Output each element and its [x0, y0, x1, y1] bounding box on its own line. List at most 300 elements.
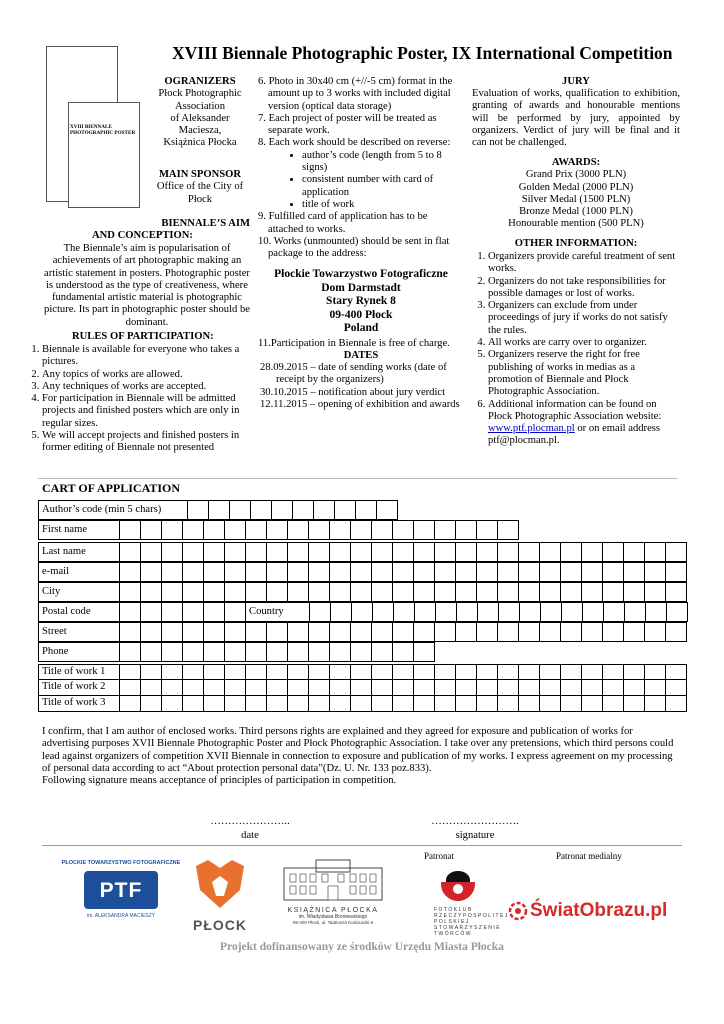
author-code-cell[interactable]: [293, 500, 314, 520]
first-name-cell[interactable]: [435, 520, 456, 540]
email-cell[interactable]: [666, 562, 687, 582]
rules-continued: [258, 76, 464, 260]
city-cell[interactable]: [183, 582, 204, 602]
last-name-cell[interactable]: [288, 542, 309, 562]
title-2-cell[interactable]: [162, 680, 183, 696]
country-label: Country: [246, 602, 310, 622]
title-3-cell[interactable]: [372, 696, 393, 712]
city-cell[interactable]: [372, 582, 393, 602]
title-2-cell[interactable]: [666, 680, 687, 696]
country-cell[interactable]: [373, 602, 394, 622]
title-1-cell[interactable]: [351, 664, 372, 680]
email-cell[interactable]: [435, 562, 456, 582]
last-name-cell[interactable]: [183, 542, 204, 562]
other-item: 5. Organizers reserve the right for free publishing of works in medias as a promotion of Biennale and Płock Photographic Association.: [488, 349, 680, 398]
title-1-cell[interactable]: [414, 664, 435, 680]
phone-cell[interactable]: [309, 642, 330, 662]
email-cell[interactable]: [477, 562, 498, 582]
title-1-cell[interactable]: [456, 664, 477, 680]
email-cell[interactable]: [330, 562, 351, 582]
city-cell[interactable]: [666, 582, 687, 602]
title-2-cell[interactable]: [645, 680, 666, 696]
title-3-cell[interactable]: [309, 696, 330, 712]
email-cell[interactable]: [372, 562, 393, 582]
first-name-cell[interactable]: [372, 520, 393, 540]
swiat-obrazu-logo: [508, 896, 678, 926]
title-3-cell[interactable]: [120, 696, 141, 712]
patronat-medialny-label: Patronat medialny: [556, 851, 622, 861]
city-cell[interactable]: [624, 582, 645, 602]
city-cell[interactable]: [267, 582, 288, 602]
street-cell[interactable]: [561, 622, 582, 642]
last-name-cell[interactable]: [267, 542, 288, 562]
title-1-cell[interactable]: [477, 664, 498, 680]
organizers-line: Książnica Płocka: [163, 137, 237, 149]
email-cell[interactable]: [540, 562, 561, 582]
title-2-cell[interactable]: [288, 680, 309, 696]
title-3-cell[interactable]: [414, 696, 435, 712]
city-cell[interactable]: [351, 582, 372, 602]
phone-label: Phone: [38, 642, 120, 662]
street-cell[interactable]: [435, 622, 456, 642]
author-code-cell[interactable]: [377, 500, 398, 520]
title-1-cell[interactable]: [561, 664, 582, 680]
email-cell[interactable]: [141, 562, 162, 582]
phone-cell[interactable]: [393, 642, 414, 662]
street-cell[interactable]: [120, 622, 141, 642]
last-name-cell[interactable]: [477, 542, 498, 562]
last-name-cell[interactable]: [519, 542, 540, 562]
organizers-line: Maciesza,: [178, 125, 222, 137]
email-cell[interactable]: [351, 562, 372, 582]
city-cell[interactable]: [540, 582, 561, 602]
email-cell[interactable]: [225, 562, 246, 582]
country-cell[interactable]: [415, 602, 436, 622]
consent-paragraph: I confirm, that I am author of enclosed works. Third persons rights are explained and they agreed for exposure and publication of works for advertising purposes XVII Biennale Photographic Poster and Płock Photographic Association. I take over any pretensions, which third persons could lead against organizers of competition XVII Biennale in connection to exposure and publication of my works. I express agreement on my processing of personal data according to act “About protection personal data”(Dz. U. Nr. 133 poz.833).: [42, 726, 674, 774]
reverse-bullet: • author’s code (length from 5 to 8 signs): [302, 150, 464, 175]
first-name-cell[interactable]: [456, 520, 477, 540]
last-name-cell[interactable]: [645, 542, 666, 562]
city-cell[interactable]: [582, 582, 603, 602]
sponsor-block: [150, 169, 250, 206]
title-3-cell[interactable]: [645, 696, 666, 712]
city-cell[interactable]: [393, 582, 414, 602]
title-1-cell[interactable]: [204, 664, 225, 680]
rule-item: 10. Works (unmounted) should be sent in flat package to the address:: [258, 235, 450, 260]
title-1-cell[interactable]: [393, 664, 414, 680]
title-1-cell[interactable]: [540, 664, 561, 680]
title-1-cell[interactable]: [309, 664, 330, 680]
email-label: e-mail: [38, 562, 120, 582]
street-cell[interactable]: [540, 622, 561, 642]
phone-cell[interactable]: [288, 642, 309, 662]
last-name-cell[interactable]: [435, 542, 456, 562]
street-cell[interactable]: [624, 622, 645, 642]
title-1-cell[interactable]: [498, 664, 519, 680]
title-3-cell[interactable]: [456, 696, 477, 712]
title-1-cell[interactable]: [330, 664, 351, 680]
phone-cell[interactable]: [246, 642, 267, 662]
title-2-cell[interactable]: [246, 680, 267, 696]
street-cell[interactable]: [477, 622, 498, 642]
email-cell[interactable]: [519, 562, 540, 582]
street-cell[interactable]: [414, 622, 435, 642]
last-name-cell[interactable]: [666, 542, 687, 562]
phone-cell[interactable]: [141, 642, 162, 662]
city-cell[interactable]: [603, 582, 624, 602]
last-name-row: [38, 542, 687, 562]
country-cell[interactable]: [331, 602, 352, 622]
title-2-cell[interactable]: [540, 680, 561, 696]
city-cell[interactable]: [456, 582, 477, 602]
city-cell[interactable]: [141, 582, 162, 602]
title-1-cell[interactable]: [435, 664, 456, 680]
rule-item: 3. Any techniques of works are accepted.: [42, 381, 256, 393]
phone-cell[interactable]: [372, 642, 393, 662]
country-cell[interactable]: [352, 602, 373, 622]
email-address[interactable]: ptf@plocman.pl.: [488, 435, 560, 447]
patronat-label: Patronat: [424, 851, 454, 861]
street-cell[interactable]: [603, 622, 624, 642]
title-2-cell[interactable]: [456, 680, 477, 696]
street-cell[interactable]: [162, 622, 183, 642]
title-1-cell[interactable]: [603, 664, 624, 680]
title-1-cell[interactable]: [246, 664, 267, 680]
other-item: 1. Organizers provide careful treatment of sent works.: [488, 251, 680, 276]
author-code-cell[interactable]: [356, 500, 377, 520]
rules-heading: RULES OF PARTICIPATION:: [72, 331, 214, 342]
street-cell[interactable]: [267, 622, 288, 642]
postal-code-cell[interactable]: [141, 602, 162, 622]
country-cell[interactable]: [457, 602, 478, 622]
last-name-cell[interactable]: [624, 542, 645, 562]
last-name-cell[interactable]: [456, 542, 477, 562]
author-code-cell[interactable]: [230, 500, 251, 520]
street-cell[interactable]: [582, 622, 603, 642]
title-3-cell[interactable]: [225, 696, 246, 712]
country-cell[interactable]: [541, 602, 562, 622]
first-name-cell[interactable]: [393, 520, 414, 540]
date-item: 28.09.2015 – date of sending works (date of receipt by the organizers): [260, 362, 447, 386]
phone-cell[interactable]: [414, 642, 435, 662]
last-name-cell[interactable]: [540, 542, 561, 562]
postal-code-cell[interactable]: [162, 602, 183, 622]
street-cell[interactable]: [288, 622, 309, 642]
title-2-cell[interactable]: [267, 680, 288, 696]
reverse-bullet: • title of work: [302, 199, 464, 211]
city-cell[interactable]: [309, 582, 330, 602]
postal-code-cell[interactable]: [183, 602, 204, 622]
title-2-cell[interactable]: [183, 680, 204, 696]
phone-cell[interactable]: [351, 642, 372, 662]
title-2-cell[interactable]: [225, 680, 246, 696]
postal-code-cell[interactable]: [120, 602, 141, 622]
city-cell[interactable]: [414, 582, 435, 602]
country-cell[interactable]: [646, 602, 667, 622]
email-cell[interactable]: [204, 562, 225, 582]
title-3-cell[interactable]: [288, 696, 309, 712]
postal-code-cell[interactable]: [204, 602, 225, 622]
rules-list: [28, 344, 256, 455]
last-name-cell[interactable]: [141, 542, 162, 562]
author-code-cell[interactable]: [209, 500, 230, 520]
first-name-cell[interactable]: [288, 520, 309, 540]
rule-item: 1. Biennale is available for everyone who takes a pictures.: [42, 344, 256, 369]
title-3-cell[interactable]: [498, 696, 519, 712]
title-2-cell[interactable]: [351, 680, 372, 696]
street-cell[interactable]: [645, 622, 666, 642]
title-3-cell[interactable]: [435, 696, 456, 712]
ptf-logo-mark-text: PTF: [99, 879, 143, 902]
fotoklub-logo: [428, 864, 509, 937]
author-code-cell[interactable]: [335, 500, 356, 520]
title-2-cell[interactable]: [561, 680, 582, 696]
last-name-cell[interactable]: [246, 542, 267, 562]
logos-divider: [42, 845, 682, 846]
email-cell[interactable]: [246, 562, 267, 582]
country-cell[interactable]: [394, 602, 415, 622]
city-cell[interactable]: [561, 582, 582, 602]
city-cell[interactable]: [120, 582, 141, 602]
city-cell[interactable]: [645, 582, 666, 602]
author-code-cell[interactable]: [251, 500, 272, 520]
date-field[interactable]: [200, 816, 300, 843]
author-code-cell[interactable]: [272, 500, 293, 520]
city-cell[interactable]: [477, 582, 498, 602]
phone-cell[interactable]: [330, 642, 351, 662]
ksiaznica-sub-2: 09-400 Płock, ul. Tadeusza Kościuszki 6: [292, 920, 374, 925]
email-cell[interactable]: [498, 562, 519, 582]
title-1-cell[interactable]: [141, 664, 162, 680]
first-name-cell[interactable]: [162, 520, 183, 540]
email-cell[interactable]: [309, 562, 330, 582]
title-2-cell[interactable]: [309, 680, 330, 696]
title-2-cell[interactable]: [582, 680, 603, 696]
first-name-cell[interactable]: [351, 520, 372, 540]
country-cell[interactable]: [310, 602, 331, 622]
city-cell[interactable]: [225, 582, 246, 602]
title-3-cell[interactable]: [561, 696, 582, 712]
city-cell[interactable]: [246, 582, 267, 602]
phone-cell[interactable]: [183, 642, 204, 662]
title-3-cell[interactable]: [204, 696, 225, 712]
rule-item: 5. We will accept projects and finished posters in former editing of Biennale not presented: [42, 430, 256, 455]
fotoklub-emblem-icon: [428, 864, 488, 902]
title-2-cell[interactable]: [204, 680, 225, 696]
city-cell[interactable]: [435, 582, 456, 602]
title-1-cell[interactable]: [120, 664, 141, 680]
street-cell[interactable]: [393, 622, 414, 642]
title-3-cell[interactable]: [477, 696, 498, 712]
last-name-cell[interactable]: [498, 542, 519, 562]
email-cell[interactable]: [603, 562, 624, 582]
title-3-cell[interactable]: [540, 696, 561, 712]
street-cell[interactable]: [666, 622, 687, 642]
last-name-cell[interactable]: [603, 542, 624, 562]
first-name-cell[interactable]: [225, 520, 246, 540]
title-3-cell[interactable]: [519, 696, 540, 712]
first-name-cell[interactable]: [498, 520, 519, 540]
phone-cell[interactable]: [204, 642, 225, 662]
street-cell[interactable]: [330, 622, 351, 642]
award-item: Grand Prix (3000 PLN): [525, 169, 627, 181]
first-name-cell[interactable]: [183, 520, 204, 540]
title-1-cell[interactable]: [225, 664, 246, 680]
title-2-cell[interactable]: [624, 680, 645, 696]
city-cell[interactable]: [498, 582, 519, 602]
email-cell[interactable]: [645, 562, 666, 582]
title-3-cell[interactable]: [624, 696, 645, 712]
title-1-cell[interactable]: [624, 664, 645, 680]
address-line: Poland: [343, 322, 379, 334]
title-1-cell[interactable]: [519, 664, 540, 680]
title-2-cell[interactable]: [141, 680, 162, 696]
street-cell[interactable]: [246, 622, 267, 642]
last-name-cell[interactable]: [330, 542, 351, 562]
street-cell[interactable]: [372, 622, 393, 642]
address-line: 09-400 Płock: [329, 308, 393, 321]
city-cell[interactable]: [162, 582, 183, 602]
first-name-cell[interactable]: [330, 520, 351, 540]
street-cell[interactable]: [225, 622, 246, 642]
title-3-cell[interactable]: [162, 696, 183, 712]
page-title: XVIII Biennale Photographic Poster, IX International Competition: [172, 43, 673, 63]
last-name-cell[interactable]: [162, 542, 183, 562]
city-cell[interactable]: [204, 582, 225, 602]
street-cell[interactable]: [183, 622, 204, 642]
country-cell[interactable]: [562, 602, 583, 622]
city-row: [38, 582, 687, 602]
title-3-cell[interactable]: [393, 696, 414, 712]
title-3-cell[interactable]: [183, 696, 204, 712]
country-cell[interactable]: [478, 602, 499, 622]
title-2-cell[interactable]: [330, 680, 351, 696]
author-code-cell[interactable]: [314, 500, 335, 520]
title-3-cell[interactable]: [351, 696, 372, 712]
title-1-cell[interactable]: [267, 664, 288, 680]
last-name-cell[interactable]: [414, 542, 435, 562]
city-cell[interactable]: [519, 582, 540, 602]
signature-field[interactable]: [420, 816, 530, 843]
title-3-cell[interactable]: [603, 696, 624, 712]
title-2-cell[interactable]: [372, 680, 393, 696]
country-cell[interactable]: [520, 602, 541, 622]
ptf-logo-mark: [84, 871, 158, 909]
last-name-cell[interactable]: [204, 542, 225, 562]
last-name-cell[interactable]: [372, 542, 393, 562]
title-1-cell[interactable]: [162, 664, 183, 680]
street-cell[interactable]: [519, 622, 540, 642]
phone-cell[interactable]: [120, 642, 141, 662]
title-3-cell[interactable]: [267, 696, 288, 712]
first-name-cell[interactable]: [477, 520, 498, 540]
city-cell[interactable]: [288, 582, 309, 602]
title-2-cell[interactable]: [120, 680, 141, 696]
author-code-cell[interactable]: [188, 500, 209, 520]
first-name-cell[interactable]: [120, 520, 141, 540]
last-name-cell[interactable]: [393, 542, 414, 562]
title-2-cell[interactable]: [498, 680, 519, 696]
first-name-cell[interactable]: [204, 520, 225, 540]
last-name-cell[interactable]: [225, 542, 246, 562]
rule-item: 7. Each project of poster will be treated as separate work.: [258, 112, 437, 137]
phone-cell[interactable]: [225, 642, 246, 662]
first-name-cell[interactable]: [309, 520, 330, 540]
email-cell[interactable]: [414, 562, 435, 582]
country-cell[interactable]: [583, 602, 604, 622]
first-name-cell[interactable]: [246, 520, 267, 540]
website-link[interactable]: www.ptf.plocman.pl: [488, 423, 575, 435]
country-cell[interactable]: [667, 602, 688, 622]
city-cell[interactable]: [330, 582, 351, 602]
title-1-cell[interactable]: [645, 664, 666, 680]
title-2-cell[interactable]: [393, 680, 414, 696]
title-2-cell[interactable]: [435, 680, 456, 696]
title-1-cell[interactable]: [372, 664, 393, 680]
email-cell[interactable]: [183, 562, 204, 582]
country-cell[interactable]: [625, 602, 646, 622]
email-cell[interactable]: [267, 562, 288, 582]
title-2-cell[interactable]: [414, 680, 435, 696]
email-cell[interactable]: [393, 562, 414, 582]
last-name-cell[interactable]: [561, 542, 582, 562]
title-3-cell[interactable]: [330, 696, 351, 712]
country-cell[interactable]: [604, 602, 625, 622]
street-cell[interactable]: [498, 622, 519, 642]
email-cell[interactable]: [582, 562, 603, 582]
street-cell[interactable]: [456, 622, 477, 642]
first-name-cell[interactable]: [414, 520, 435, 540]
email-cell[interactable]: [456, 562, 477, 582]
title-2-cell[interactable]: [519, 680, 540, 696]
last-name-cell[interactable]: [120, 542, 141, 562]
last-name-cell[interactable]: [351, 542, 372, 562]
title-1-cell[interactable]: [582, 664, 603, 680]
title-2-cell[interactable]: [477, 680, 498, 696]
country-cell[interactable]: [499, 602, 520, 622]
street-cell[interactable]: [141, 622, 162, 642]
street-cell[interactable]: [351, 622, 372, 642]
last-name-cell[interactable]: [582, 542, 603, 562]
postal-code-cell[interactable]: [225, 602, 246, 622]
email-cell[interactable]: [624, 562, 645, 582]
email-cell[interactable]: [288, 562, 309, 582]
first-name-cell[interactable]: [141, 520, 162, 540]
title-1-cell[interactable]: [183, 664, 204, 680]
title-1-cell[interactable]: [666, 664, 687, 680]
country-cell[interactable]: [436, 602, 457, 622]
phone-cell[interactable]: [162, 642, 183, 662]
title-2-cell[interactable]: [603, 680, 624, 696]
email-cell[interactable]: [120, 562, 141, 582]
title-1-cell[interactable]: [288, 664, 309, 680]
email-cell[interactable]: [162, 562, 183, 582]
title-3-cell[interactable]: [141, 696, 162, 712]
fotoklub-line: TWÓRCÓW: [434, 931, 472, 937]
street-cell[interactable]: [204, 622, 225, 642]
first-name-cell[interactable]: [267, 520, 288, 540]
email-cell[interactable]: [561, 562, 582, 582]
city-label: City: [38, 582, 120, 602]
address-line: Stary Rynek 8: [326, 295, 396, 307]
title-3-cell[interactable]: [666, 696, 687, 712]
poster-thumbnail-front: [68, 102, 140, 208]
street-cell[interactable]: [309, 622, 330, 642]
last-name-cell[interactable]: [309, 542, 330, 562]
title-3-cell[interactable]: [246, 696, 267, 712]
phone-cell[interactable]: [267, 642, 288, 662]
title-3-cell[interactable]: [582, 696, 603, 712]
